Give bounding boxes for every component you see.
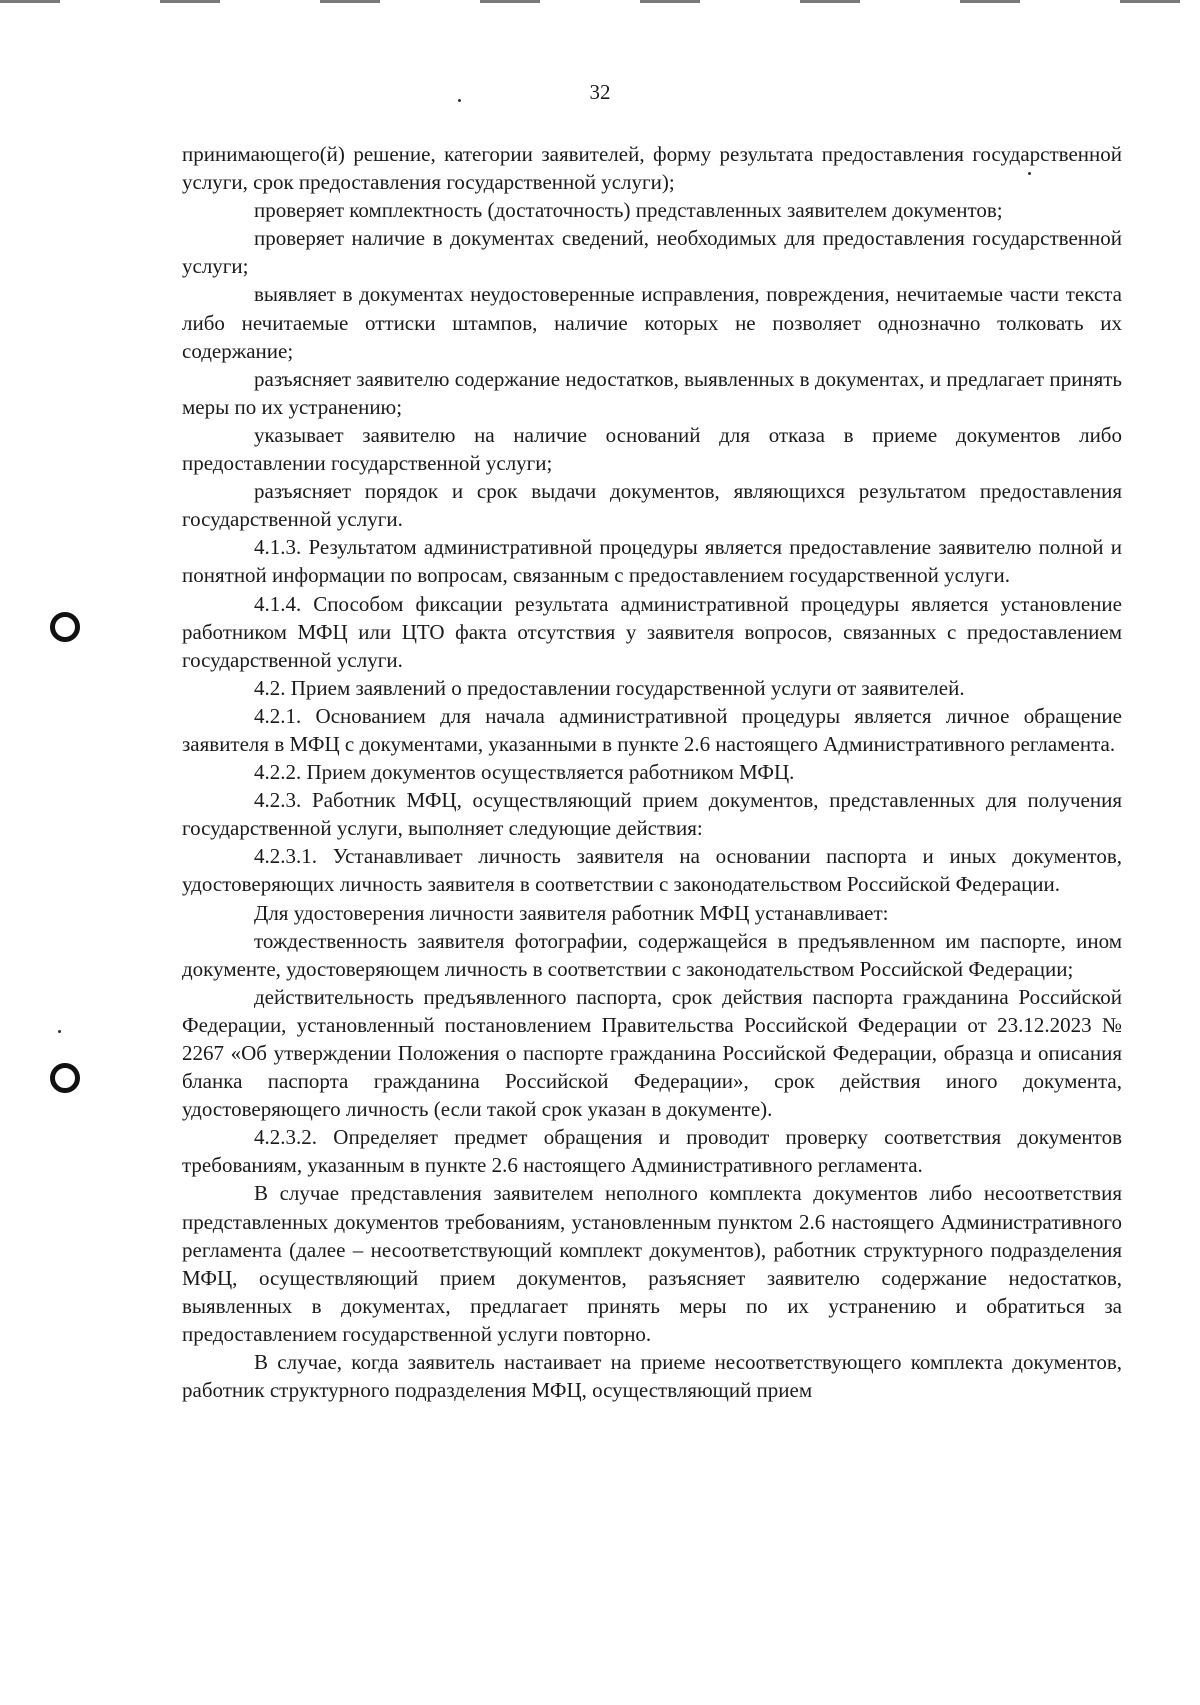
- paragraph: разъясняет порядок и срок выдачи документов, являющихся результатом предоставления государственной услуги.: [182, 479, 1122, 532]
- paragraph: выявляет в документах неудостоверенные исправления, повреждения, нечитаемые части текста либо нечитаемые оттиски штампов, наличие которых не позволяет однозначно толковать их содержание;: [182, 282, 1122, 363]
- scan-speck: [1028, 172, 1031, 175]
- document-body: [182, 140, 1122, 1404]
- paragraph: разъясняет заявителю содержание недостатков, выявленных в документах, и предлагает принять меры по их устранению;: [182, 366, 1122, 419]
- scan-speck: [458, 99, 461, 102]
- paragraph: тождественность заявителя фотографии, содержащейся в предъявленном им паспорте, ином документе, удостоверяющем личность в соответствии с законодательством Российской Федерации;: [182, 928, 1122, 981]
- scan-edge-artifact: [0, 0, 1200, 3]
- paragraph: 4.2.3. Работник МФЦ, осуществляющий прием документов, представленных для получения государственной услуги, выполняет следующие действия:: [182, 788, 1122, 841]
- paragraph: В случае, когда заявитель настаивает на приеме несоответствующего комплекта документов, работник структурного подразделения МФЦ, осуществляющий прием: [182, 1350, 1122, 1403]
- paragraph: 4.2.3.1. Устанавливает личность заявителя на основании паспорта и иных документов, удостоверяющих личность заявителя в соответствии с законодательством Российской Федерации.: [182, 844, 1122, 897]
- page-number: 32: [589, 80, 611, 104]
- paragraph: 4.2.1. Основанием для начала административной процедуры является личное обращение заявителя в МФЦ с документами, указанными в пункте 2.6 настоящего Административного регламента.: [182, 703, 1122, 756]
- paragraph: 4.2.2. Прием документов осуществляется работником МФЦ.: [254, 760, 795, 785]
- paragraph: 4.2. Прием заявлений о предоставлении государственной услуги от заявителей.: [254, 675, 965, 700]
- paragraph: проверяет комплектность (достаточность) представленных заявителем документов;: [254, 198, 1003, 223]
- binder-hole-bottom: [50, 1063, 80, 1093]
- paragraph: 4.1.3. Результатом административной процедуры является предоставление заявителю полной и понятной информации по вопросам, связанным с предоставлением государственной услуги.: [182, 535, 1122, 588]
- paragraph: 4.2.3.2. Определяет предмет обращения и проводит проверку соответствия документов требованиям, указанным в пункте 2.6 настоящего Административного регламента.: [182, 1125, 1122, 1178]
- paragraph: Для удостоверения личности заявителя работник МФЦ устанавливает:: [254, 900, 889, 925]
- paragraph: указывает заявителю на наличие оснований для отказа в приеме документов либо предоставлении государственной услуги;: [182, 422, 1122, 476]
- paragraph: 4.1.4. Способом фиксации результата административной процедуры является установление работником МФЦ или ЦТО факта отсутствия у заявителя вопросов, связанных с предоставлением государственной услуги.: [182, 591, 1122, 672]
- paragraph: проверяет наличие в документах сведений, необходимых для предоставления государственной услуги;: [182, 226, 1122, 279]
- paragraph: действительность предъявленного паспорта, срок действия паспорта гражданина Российской Федерации, установленный постановлением Правительства Российской Федерации от 23.12.2023 № 2267 «Об утверждении Положения о паспорте гражданина Российской Федерации, образца и описания бланка паспорта гражданина Российской Федерации», срок действия иного документа, удостоверяющего личность (если такой срок указан в документе).: [182, 984, 1122, 1122]
- scan-speck: [58, 1030, 61, 1033]
- paragraph: принимающего(й) решение, категории заявителей, форму результата предоставления государственной услуги, срок предоставления государственной услуги);: [182, 142, 1122, 195]
- binder-hole-top: [50, 612, 80, 642]
- paragraph: В случае представления заявителем неполного комплекта документов либо несоответствия представленных документов требованиям, установленным пунктом 2.6 настоящего Административного регламента (далее – несоответствующий комплект документов), работник структурного подразделения МФЦ, осуществляющий прием документов, разъясняет заявителю содержание недостатков, выявленных в документах, предлагает принять меры по их устранению и обратиться за предоставлением государственной услуги повторно.: [182, 1181, 1122, 1346]
